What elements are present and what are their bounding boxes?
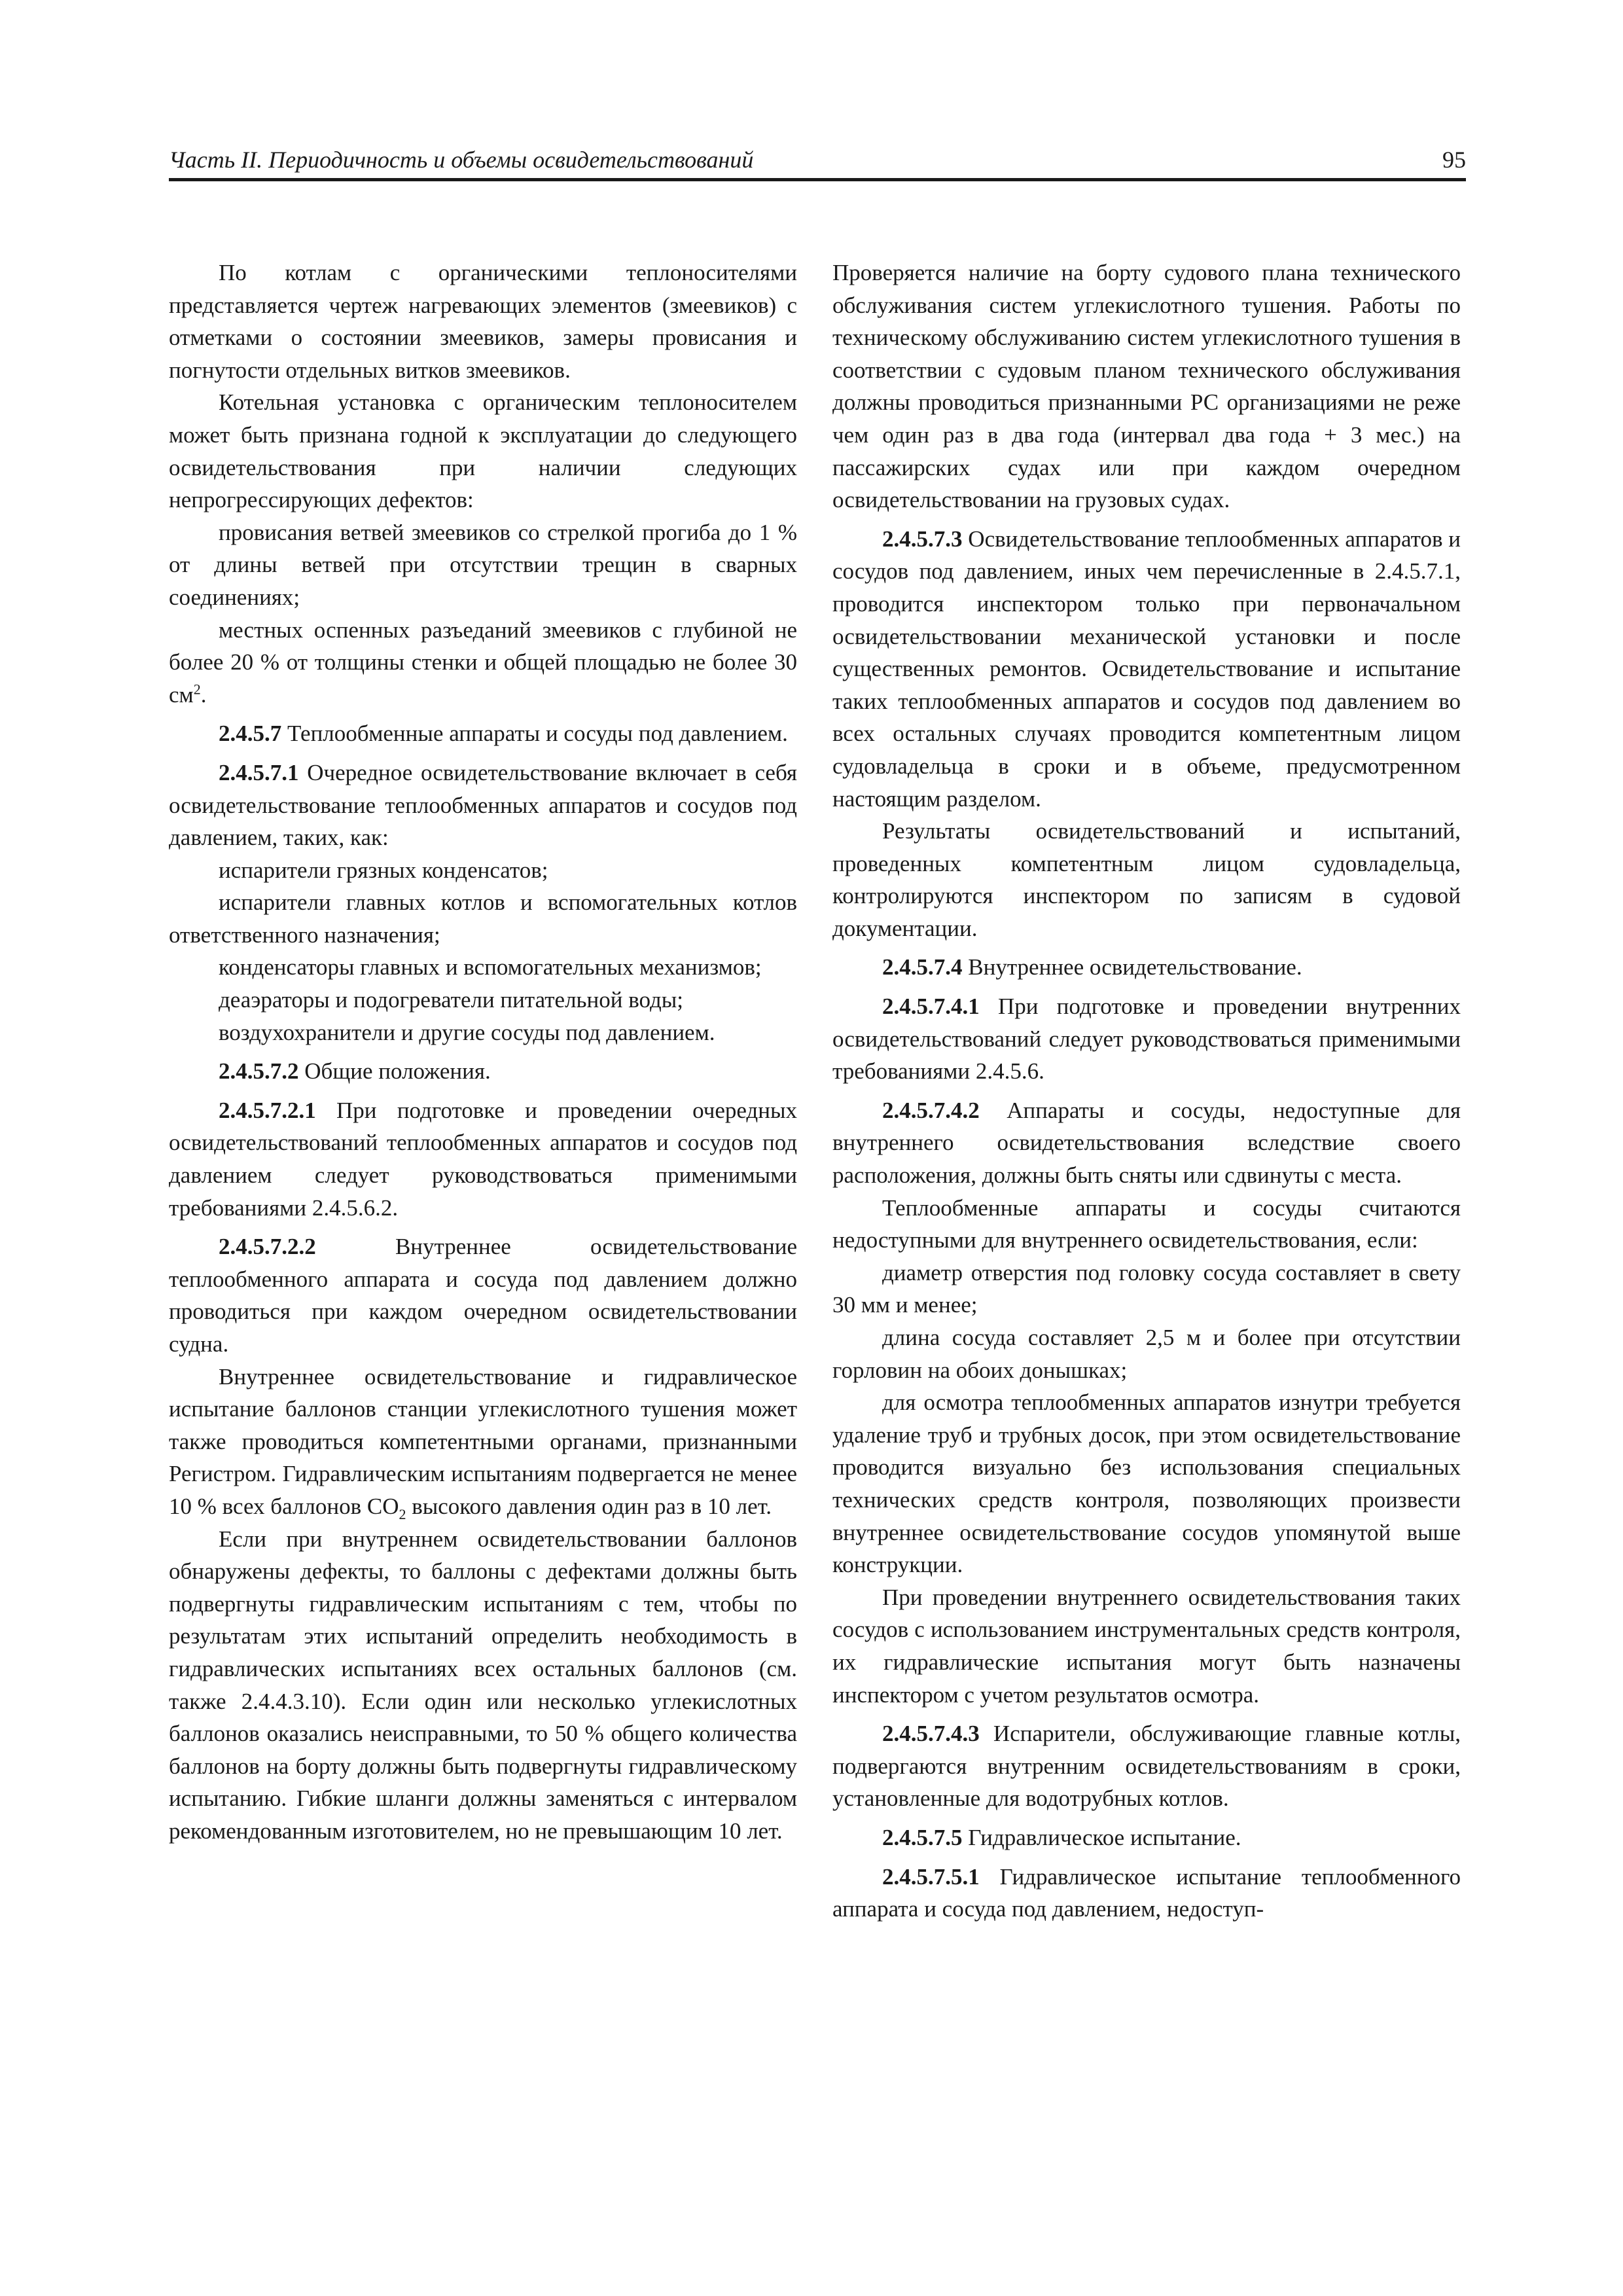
paragraph-text: для осмотра теплообменных аппаратов изнутри требуется удаление труб и трубных досок, при этом освидетельствование проводится визуально без использования специальных технических средств контроля, позволяющих произвести внутреннее освидетельствование сосудов упомянутой выше конструкции.: [832, 1390, 1461, 1578]
running-header: [169, 145, 1466, 178]
paragraph: [169, 1055, 797, 1088]
section-number: 2.4.5.7: [219, 721, 282, 747]
paragraph: [832, 257, 1461, 516]
paragraph: [169, 951, 797, 984]
paragraph-text: При подготовке и проведении внутренних освидетельствований следует руководствоваться применимыми требованиями 2.4.5.6.: [832, 994, 1461, 1085]
paragraph: [169, 516, 797, 614]
paragraph: [832, 1386, 1461, 1581]
paragraph: [832, 1861, 1461, 1926]
paragraph-text: Аппараты и сосуды, недоступные для внутреннего освидетельствования вследствие своего расположения, должны быть сняты или сдвинуты с места.: [832, 1097, 1461, 1189]
subscript: 2: [399, 1505, 406, 1522]
paragraph: [169, 1230, 797, 1360]
paragraph-text: высокого давления один раз в 10 лет.: [406, 1493, 772, 1519]
paragraph-text: диаметр отверстия под головку сосуда составляет в свету 30 мм и менее;: [832, 1259, 1461, 1318]
paragraph-text: Общие положения.: [298, 1058, 491, 1085]
paragraph: [169, 1523, 797, 1848]
paragraph: [169, 854, 797, 887]
section-number: 2.4.5.7.2.1: [219, 1097, 316, 1123]
paragraph-text: воздухохранители и другие сосуды под давлением.: [219, 1019, 715, 1045]
paragraph: [169, 614, 797, 711]
section-number: 2.4.5.7.2.2: [219, 1234, 316, 1260]
paragraph-text: Освидетельствование теплообменных аппаратов и сосудов под давлением, иных чем перечисленные в 2.4.5.7.1, проводится инспектором только при первоначальном освидетельствовании механической установки и после существенных ремонтов. Освидетельствование и испытание таких теплообменных аппаратов и сосудов под давлением во всех остальных случаях проводится компетентным лицом судовладельца в сроки и в объеме, предусмотренном настоящим разделом.: [832, 526, 1461, 812]
page-number: 95: [1442, 147, 1466, 173]
paragraph: [169, 757, 797, 854]
paragraph-text: Теплообменные аппараты и сосуды под давлением.: [281, 721, 788, 747]
paragraph-text: испарители грязных конденсатов;: [219, 857, 548, 883]
paragraph-text: При подготовке и проведении очередных освидетельствований теплообменных аппаратов и сосудов под давлением следует руководствоваться применимыми требованиями 2.4.5.6.2.: [169, 1097, 797, 1221]
paragraph: [169, 386, 797, 516]
paragraph-text: Результаты освидетельствований и испытаний, проведенных компетентным лицом судовладельца, контролируются инспектором по записям в судовой документации.: [832, 818, 1461, 941]
paragraph-text: Если при внутреннем освидетельствовании баллонов обнаружены дефекты, то баллоны с дефектами должны быть подвергнуты гидравлическим испытаниям с тем, чтобы по результатам этих испытаний определить необходимость в гидравлических испытаниях всех остальных баллонов (см. также 2.4.4.3.10). Если один или несколько углекислотных баллонов оказались неисправными, то 50 % общего количества баллонов на борту должны быть подвергнуты гидравлическому испытанию. Гибкие шланги должны заменяться с интервалом рекомендованным изготовителем, но не превышающим 10 лет.: [169, 1526, 797, 1844]
paragraph-text: Проверяется наличие на борту судового плана технического обслуживания систем углекислотного тушения. Работы по техническому обслуживанию систем углекислотного тушения в соответствии с судовым планом технического обслуживания должны проводиться признанными РС организациями не реже чем один раз в два года (интервал два года + 3 мес.) на пассажирских судах или при каждом очередном освидетельствовании на грузовых судах.: [832, 260, 1461, 513]
running-header-title: Часть II. Периодичность и объемы освидетельствований: [169, 147, 754, 173]
section-number: 2.4.5.7.4.3: [882, 1721, 980, 1747]
paragraph-text: провисания ветвей змеевиков со стрелкой прогиба до 1 % от длины ветвей при отсутствии трещин в сварных соединениях;: [169, 519, 797, 610]
section-number: 2.4.5.7.2: [219, 1058, 299, 1085]
paragraph: [169, 1016, 797, 1049]
section-number: 2.4.5.7.5: [882, 1824, 963, 1850]
paragraph-text: деаэраторы и подогреватели питательной воды;: [219, 987, 684, 1013]
paragraph: [832, 1192, 1461, 1257]
section-number: 2.4.5.7.4.2: [882, 1097, 980, 1123]
paragraph-text: Внутреннее освидетельствование теплообменного аппарата и сосуда под давлением должно проводиться при каждом очередном освидетельствовании судна.: [169, 1234, 797, 1357]
paragraph: [169, 257, 797, 386]
paragraph-text: Теплообменные аппараты и сосуды считаются недоступными для внутреннего освидетельствования, если:: [832, 1194, 1461, 1253]
right-column: [832, 257, 1461, 2227]
paragraph: [832, 990, 1461, 1088]
paragraph: [832, 1717, 1461, 1815]
paragraph-text: Очередное освидетельствование включает в себя освидетельствование теплообменных аппаратов и сосудов под давлением, таких, как:: [169, 759, 797, 851]
paragraph: [832, 1321, 1461, 1386]
paragraph: [169, 886, 797, 951]
paragraph-text: Котельная установка с органическим теплоносителем может быть признана годной к эксплуатации до следующего освидетельствования при наличии следующих непрогрессирующих дефектов:: [169, 389, 797, 513]
paragraph: [832, 815, 1461, 944]
section-number: 2.4.5.7.3: [882, 526, 963, 552]
paragraph: [169, 717, 797, 750]
paragraph-text: .: [200, 681, 207, 708]
paragraph: [832, 1581, 1461, 1711]
paragraph-text: Внутреннее освидетельствование.: [962, 954, 1302, 980]
paragraph-text: При проведении внутреннего освидетельствования таких сосудов с использованием инструментальных средств контроля, их гидравлические испытания могут быть назначены инспектором с учетом результатов осмотра.: [832, 1584, 1461, 1708]
paragraph: [169, 984, 797, 1016]
paragraph-text: длина сосуда составляет 2,5 м и более при отсутствии горловин на обоих донышках;: [832, 1325, 1461, 1383]
left-column: [169, 257, 797, 2227]
paragraph: [832, 523, 1461, 815]
header-rule: [169, 178, 1466, 181]
paragraph: [832, 951, 1461, 984]
paragraph: [169, 1094, 797, 1224]
section-number: 2.4.5.7.4: [882, 954, 963, 980]
paragraph-text: Испарители, обслуживающие главные котлы, подвергаются внутренним освидетельствованиям в сроки, установленные для водотрубных котлов.: [832, 1721, 1461, 1812]
section-number: 2.4.5.7.5.1: [882, 1863, 980, 1890]
paragraph-text: Гидравлическое испытание.: [962, 1824, 1241, 1850]
paragraph: [832, 1821, 1461, 1854]
section-number: 2.4.5.7.1: [219, 759, 299, 785]
paragraph-text: конденсаторы главных и вспомогательных механизмов;: [219, 954, 762, 980]
paragraph-text: местных оспенных разъеданий змеевиков с глубиной не более 20 % от толщины стенки и общей площадью не более 30 см: [169, 617, 797, 708]
paragraph-text: Внутреннее освидетельствование и гидравлическое испытание баллонов станции углекислотного тушения может также проводиться компетентными органами, признанными Регистром. Гидравлическим испытаниям подвергается не менее 10 % всех баллонов CO: [169, 1363, 797, 1519]
section-number: 2.4.5.7.4.1: [882, 994, 980, 1020]
paragraph: [169, 1361, 797, 1523]
paragraph-text: испарители главных котлов и вспомогательных котлов ответственного назначения;: [169, 889, 797, 948]
paragraph-text: Гидравлическое испытание теплообменного аппарата и сосуда под давлением, недоступ-: [832, 1863, 1461, 1922]
superscript: 2: [193, 681, 201, 698]
paragraph: [832, 1257, 1461, 1321]
paragraph: [832, 1094, 1461, 1192]
paragraph-text: По котлам с органическими теплоносителями представляется чертеж нагревающих элементов (змеевиков) с отметками о состоянии змеевиков, замеры провисания и погнутости отдельных витков змеевиков.: [169, 260, 797, 383]
